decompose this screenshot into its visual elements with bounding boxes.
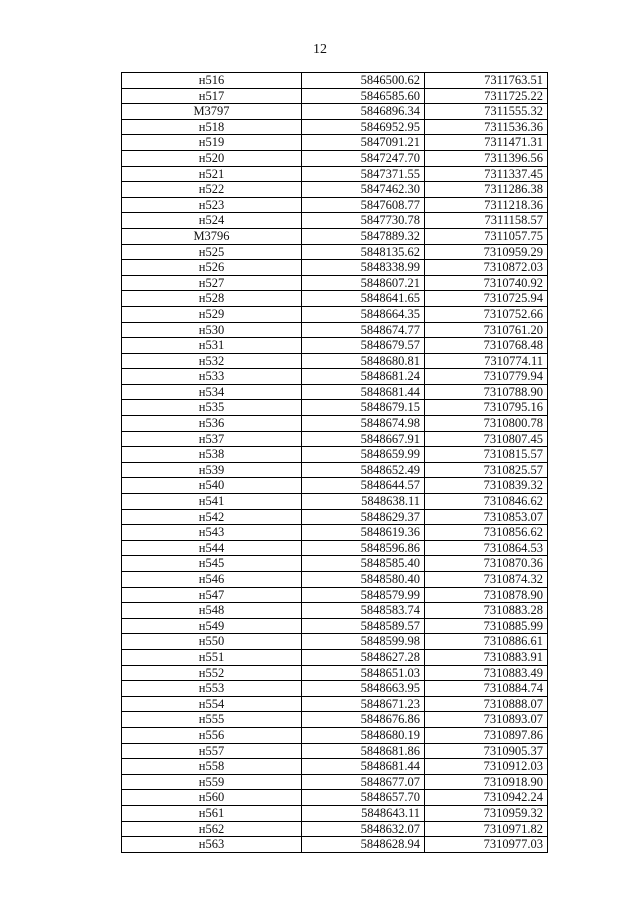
x-coordinate-cell: 5848651.03 <box>302 665 425 681</box>
table-row <box>122 603 548 619</box>
table-row <box>122 338 548 354</box>
point-id-cell: н542 <box>122 509 302 525</box>
point-id-cell: М3797 <box>122 104 302 120</box>
point-id-cell: н517 <box>122 88 302 104</box>
y-coordinate-cell: 7310977.03 <box>425 837 548 853</box>
table-row <box>122 244 548 260</box>
table-row <box>122 634 548 650</box>
point-id-cell: н545 <box>122 556 302 572</box>
point-id-cell: н525 <box>122 244 302 260</box>
point-id-cell: н539 <box>122 462 302 478</box>
table-row <box>122 306 548 322</box>
x-coordinate-cell: 5846585.60 <box>302 88 425 104</box>
x-coordinate-cell: 5848681.86 <box>302 743 425 759</box>
y-coordinate-cell: 7310856.62 <box>425 525 548 541</box>
point-id-cell: н516 <box>122 73 302 89</box>
table-row <box>122 712 548 728</box>
point-id-cell: н532 <box>122 353 302 369</box>
x-coordinate-cell: 5846896.34 <box>302 104 425 120</box>
y-coordinate-cell: 7310883.49 <box>425 665 548 681</box>
y-coordinate-cell: 7310795.16 <box>425 400 548 416</box>
x-coordinate-cell: 5848585.40 <box>302 556 425 572</box>
point-id-cell: н549 <box>122 618 302 634</box>
table-row <box>122 369 548 385</box>
point-id-cell: н543 <box>122 525 302 541</box>
x-coordinate-cell: 5848579.99 <box>302 587 425 603</box>
point-id-cell: н521 <box>122 166 302 182</box>
table-row <box>122 135 548 151</box>
table-row <box>122 727 548 743</box>
y-coordinate-cell: 7310883.91 <box>425 649 548 665</box>
y-coordinate-cell: 7310912.03 <box>425 759 548 775</box>
x-coordinate-cell: 5848338.99 <box>302 260 425 276</box>
table-row <box>122 587 548 603</box>
y-coordinate-cell: 7310740.92 <box>425 275 548 291</box>
y-coordinate-cell: 7310885.99 <box>425 618 548 634</box>
coordinates-table <box>121 72 548 853</box>
x-coordinate-cell: 5846952.95 <box>302 119 425 135</box>
table-row <box>122 150 548 166</box>
point-id-cell: н558 <box>122 759 302 775</box>
table-row <box>122 572 548 588</box>
x-coordinate-cell: 5848681.24 <box>302 369 425 385</box>
table-row <box>122 431 548 447</box>
x-coordinate-cell: 5847889.32 <box>302 228 425 244</box>
x-coordinate-cell: 5847608.77 <box>302 197 425 213</box>
x-coordinate-cell: 5848596.86 <box>302 540 425 556</box>
x-coordinate-cell: 5847462.30 <box>302 182 425 198</box>
table-row <box>122 649 548 665</box>
point-id-cell: н519 <box>122 135 302 151</box>
x-coordinate-cell: 5848679.57 <box>302 338 425 354</box>
table-row <box>122 509 548 525</box>
x-coordinate-cell: 5848589.57 <box>302 618 425 634</box>
y-coordinate-cell: 7310971.82 <box>425 821 548 837</box>
y-coordinate-cell: 7310761.20 <box>425 322 548 338</box>
y-coordinate-cell: 7310888.07 <box>425 696 548 712</box>
point-id-cell: н562 <box>122 821 302 837</box>
table-row <box>122 275 548 291</box>
point-id-cell: н529 <box>122 306 302 322</box>
x-coordinate-cell: 5848583.74 <box>302 603 425 619</box>
point-id-cell: н528 <box>122 291 302 307</box>
x-coordinate-cell: 5846500.62 <box>302 73 425 89</box>
table-row <box>122 73 548 89</box>
point-id-cell: н557 <box>122 743 302 759</box>
y-coordinate-cell: 7310825.57 <box>425 462 548 478</box>
x-coordinate-cell: 5848677.07 <box>302 774 425 790</box>
y-coordinate-cell: 7311536.36 <box>425 119 548 135</box>
table-row <box>122 478 548 494</box>
point-id-cell: н531 <box>122 338 302 354</box>
y-coordinate-cell: 7311396.56 <box>425 150 548 166</box>
y-coordinate-cell: 7310807.45 <box>425 431 548 447</box>
y-coordinate-cell: 7310846.62 <box>425 494 548 510</box>
point-id-cell: н540 <box>122 478 302 494</box>
x-coordinate-cell: 5848679.15 <box>302 400 425 416</box>
point-id-cell: н561 <box>122 805 302 821</box>
table-row <box>122 384 548 400</box>
y-coordinate-cell: 7310815.57 <box>425 447 548 463</box>
y-coordinate-cell: 7311471.31 <box>425 135 548 151</box>
y-coordinate-cell: 7310752.66 <box>425 306 548 322</box>
point-id-cell: н541 <box>122 494 302 510</box>
point-id-cell: н522 <box>122 182 302 198</box>
point-id-cell: н559 <box>122 774 302 790</box>
point-id-cell: н530 <box>122 322 302 338</box>
y-coordinate-cell: 7310897.86 <box>425 727 548 743</box>
point-id-cell: н560 <box>122 790 302 806</box>
y-coordinate-cell: 7310774.11 <box>425 353 548 369</box>
point-id-cell: н520 <box>122 150 302 166</box>
table-row <box>122 821 548 837</box>
x-coordinate-cell: 5848632.07 <box>302 821 425 837</box>
point-id-cell: н523 <box>122 197 302 213</box>
y-coordinate-cell: 7310893.07 <box>425 712 548 728</box>
table-row <box>122 462 548 478</box>
x-coordinate-cell: 5848135.62 <box>302 244 425 260</box>
x-coordinate-cell: 5848607.21 <box>302 275 425 291</box>
table-row <box>122 618 548 634</box>
y-coordinate-cell: 7310800.78 <box>425 416 548 432</box>
point-id-cell: н536 <box>122 416 302 432</box>
table-row <box>122 540 548 556</box>
y-coordinate-cell: 7310864.53 <box>425 540 548 556</box>
x-coordinate-cell: 5848643.11 <box>302 805 425 821</box>
point-id-cell: н556 <box>122 727 302 743</box>
table-row <box>122 681 548 697</box>
y-coordinate-cell: 7310725.94 <box>425 291 548 307</box>
y-coordinate-cell: 7310918.90 <box>425 774 548 790</box>
point-id-cell: н524 <box>122 213 302 229</box>
x-coordinate-cell: 5848663.95 <box>302 681 425 697</box>
y-coordinate-cell: 7310853.07 <box>425 509 548 525</box>
x-coordinate-cell: 5848681.44 <box>302 759 425 775</box>
point-id-cell: н518 <box>122 119 302 135</box>
point-id-cell: н552 <box>122 665 302 681</box>
y-coordinate-cell: 7310839.32 <box>425 478 548 494</box>
table-row <box>122 743 548 759</box>
point-id-cell: н554 <box>122 696 302 712</box>
point-id-cell: н553 <box>122 681 302 697</box>
x-coordinate-cell: 5848664.35 <box>302 306 425 322</box>
table-row <box>122 197 548 213</box>
x-coordinate-cell: 5848674.98 <box>302 416 425 432</box>
table-row <box>122 260 548 276</box>
point-id-cell: М3796 <box>122 228 302 244</box>
table-row <box>122 182 548 198</box>
coordinates-table-body <box>122 73 548 853</box>
y-coordinate-cell: 7311158.57 <box>425 213 548 229</box>
table-row <box>122 494 548 510</box>
x-coordinate-cell: 5848652.49 <box>302 462 425 478</box>
point-id-cell: н538 <box>122 447 302 463</box>
y-coordinate-cell: 7310878.90 <box>425 587 548 603</box>
point-id-cell: н537 <box>122 431 302 447</box>
y-coordinate-cell: 7310768.48 <box>425 338 548 354</box>
x-coordinate-cell: 5848667.91 <box>302 431 425 447</box>
table-row <box>122 322 548 338</box>
x-coordinate-cell: 5848659.99 <box>302 447 425 463</box>
table-row <box>122 166 548 182</box>
x-coordinate-cell: 5848680.19 <box>302 727 425 743</box>
y-coordinate-cell: 7310884.74 <box>425 681 548 697</box>
y-coordinate-cell: 7310788.90 <box>425 384 548 400</box>
table-row <box>122 790 548 806</box>
x-coordinate-cell: 5847091.21 <box>302 135 425 151</box>
table-row <box>122 447 548 463</box>
y-coordinate-cell: 7310870.36 <box>425 556 548 572</box>
x-coordinate-cell: 5848680.81 <box>302 353 425 369</box>
y-coordinate-cell: 7310874.32 <box>425 572 548 588</box>
point-id-cell: н555 <box>122 712 302 728</box>
point-id-cell: н551 <box>122 649 302 665</box>
point-id-cell: н547 <box>122 587 302 603</box>
y-coordinate-cell: 7311337.45 <box>425 166 548 182</box>
x-coordinate-cell: 5848681.44 <box>302 384 425 400</box>
table-row <box>122 556 548 572</box>
point-id-cell: н546 <box>122 572 302 588</box>
table-row <box>122 525 548 541</box>
x-coordinate-cell: 5848671.23 <box>302 696 425 712</box>
table-row <box>122 759 548 775</box>
point-id-cell: н544 <box>122 540 302 556</box>
y-coordinate-cell: 7311286.38 <box>425 182 548 198</box>
x-coordinate-cell: 5848629.37 <box>302 509 425 525</box>
x-coordinate-cell: 5848638.11 <box>302 494 425 510</box>
y-coordinate-cell: 7311763.51 <box>425 73 548 89</box>
y-coordinate-cell: 7310959.32 <box>425 805 548 821</box>
y-coordinate-cell: 7311057.75 <box>425 228 548 244</box>
point-id-cell: н550 <box>122 634 302 650</box>
point-id-cell: н533 <box>122 369 302 385</box>
x-coordinate-cell: 5847247.70 <box>302 150 425 166</box>
x-coordinate-cell: 5848580.40 <box>302 572 425 588</box>
y-coordinate-cell: 7310959.29 <box>425 244 548 260</box>
table-row <box>122 665 548 681</box>
x-coordinate-cell: 5848674.77 <box>302 322 425 338</box>
x-coordinate-cell: 5847730.78 <box>302 213 425 229</box>
point-id-cell: н535 <box>122 400 302 416</box>
table-row <box>122 774 548 790</box>
x-coordinate-cell: 5848644.57 <box>302 478 425 494</box>
x-coordinate-cell: 5848676.86 <box>302 712 425 728</box>
table-row <box>122 291 548 307</box>
y-coordinate-cell: 7311218.36 <box>425 197 548 213</box>
y-coordinate-cell: 7310872.03 <box>425 260 548 276</box>
x-coordinate-cell: 5848641.65 <box>302 291 425 307</box>
x-coordinate-cell: 5847371.55 <box>302 166 425 182</box>
y-coordinate-cell: 7310886.61 <box>425 634 548 650</box>
x-coordinate-cell: 5848627.28 <box>302 649 425 665</box>
y-coordinate-cell: 7310905.37 <box>425 743 548 759</box>
y-coordinate-cell: 7311555.32 <box>425 104 548 120</box>
table-row <box>122 805 548 821</box>
table-row <box>122 416 548 432</box>
point-id-cell: н563 <box>122 837 302 853</box>
point-id-cell: н526 <box>122 260 302 276</box>
point-id-cell: н527 <box>122 275 302 291</box>
x-coordinate-cell: 5848599.98 <box>302 634 425 650</box>
table-row <box>122 213 548 229</box>
point-id-cell: н548 <box>122 603 302 619</box>
page-number: 12 <box>313 42 327 57</box>
y-coordinate-cell: 7310942.24 <box>425 790 548 806</box>
table-row <box>122 696 548 712</box>
x-coordinate-cell: 5848619.36 <box>302 525 425 541</box>
x-coordinate-cell: 5848628.94 <box>302 837 425 853</box>
point-id-cell: н534 <box>122 384 302 400</box>
y-coordinate-cell: 7311725.22 <box>425 88 548 104</box>
table-row <box>122 119 548 135</box>
x-coordinate-cell: 5848657.70 <box>302 790 425 806</box>
table-row <box>122 837 548 853</box>
table-row <box>122 353 548 369</box>
table-row <box>122 104 548 120</box>
y-coordinate-cell: 7310779.94 <box>425 369 548 385</box>
y-coordinate-cell: 7310883.28 <box>425 603 548 619</box>
table-row <box>122 400 548 416</box>
table-row <box>122 88 548 104</box>
table-row <box>122 228 548 244</box>
